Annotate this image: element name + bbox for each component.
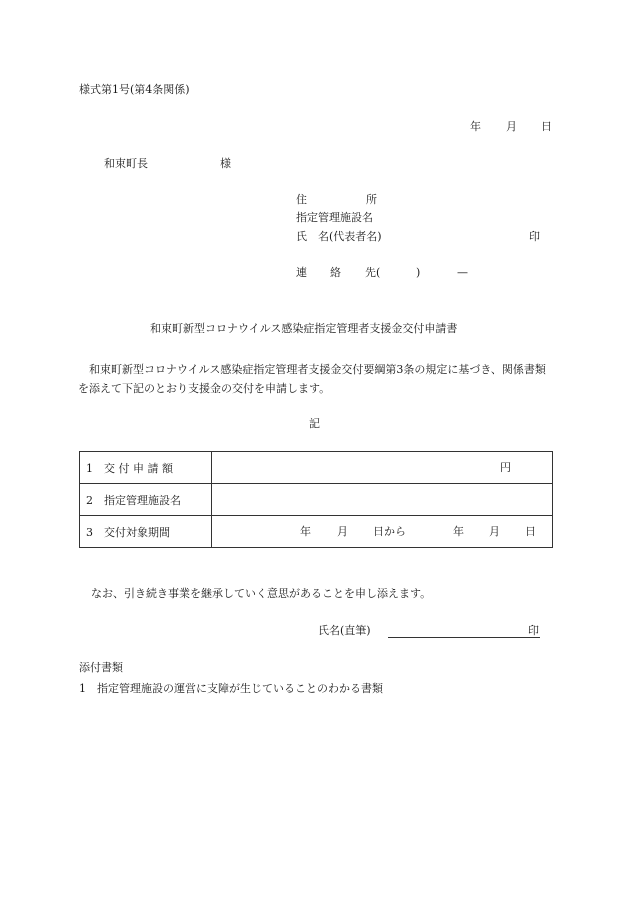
facility-name-label: 指定管理施設名 xyxy=(296,211,373,224)
addressee-honorific: 様 xyxy=(220,157,231,170)
applicant-seal: 印 xyxy=(529,230,540,243)
note-text: なお、引き続き事業を継承していく意思があることを申し添えます。 xyxy=(91,587,432,600)
period-end-day: 日 xyxy=(525,525,536,538)
contact-label-3: 先( xyxy=(365,266,381,279)
period-end-month: 月 xyxy=(489,525,500,538)
period-start-year: 年 xyxy=(300,525,311,538)
addressee-title: 和束町長 xyxy=(104,157,148,170)
row-label-facility: 2 指定管理施設名 xyxy=(80,484,212,516)
ki-heading: 記 xyxy=(309,417,320,430)
row-label-period: 3 交付対象期間 xyxy=(80,516,212,548)
period-end-year: 年 xyxy=(453,525,464,538)
attachment-item: 1 指定管理施設の運営に支障が生じていることのわかる書類 xyxy=(79,682,383,695)
contact-dash: — xyxy=(457,266,468,279)
attachments-heading: 添付書類 xyxy=(79,661,123,674)
address-label: 住 xyxy=(296,193,307,206)
contact-label-2: 絡 xyxy=(330,266,341,279)
signature-line xyxy=(388,637,540,638)
name-label-2: 名(代表者名) xyxy=(318,230,382,243)
body-paragraph: 和束町新型コロナウイルス感染症指定管理者支援金交付要綱第3条の規定に基づき、関係書類を添えて下記のとおり支援金の交付を申請します。 xyxy=(78,363,546,395)
address-label-2: 所 xyxy=(366,193,377,206)
name-label: 氏 xyxy=(296,230,307,243)
contact-paren-close: ) xyxy=(416,266,421,279)
signature-label: 氏名(直筆) xyxy=(318,624,371,637)
contact-label: 連 xyxy=(296,266,307,279)
application-table xyxy=(79,451,553,548)
period-cell xyxy=(212,516,553,548)
document-title: 和束町新型コロナウイルス感染症指定管理者支援金交付申請書 xyxy=(150,322,458,335)
date-day: 日 xyxy=(541,120,552,133)
period-start-day: 日から xyxy=(373,525,406,538)
period-start-month: 月 xyxy=(337,525,348,538)
facility-cell xyxy=(212,484,553,516)
table-row xyxy=(80,452,553,484)
amount-unit: 円 xyxy=(500,461,511,474)
amount-cell xyxy=(212,452,553,484)
row-label-amount: 1 交 付 申 請 額 xyxy=(80,452,212,484)
signature-seal: 印 xyxy=(528,624,539,637)
form-number: 様式第1号(第4条関係) xyxy=(79,83,190,96)
date-month: 月 xyxy=(506,120,517,133)
table-row xyxy=(80,484,553,516)
table-row xyxy=(80,516,553,548)
date-year: 年 xyxy=(470,120,481,133)
